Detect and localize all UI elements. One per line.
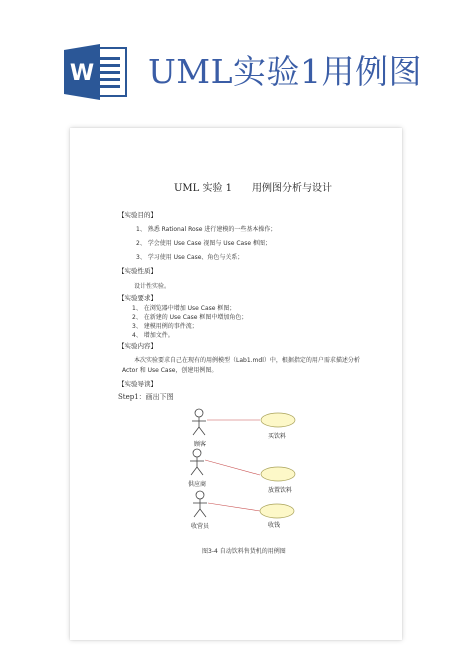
actor-label: 收营员 xyxy=(190,523,210,530)
list-item: 2、 在新建的 Use Case 框图中增加角色； xyxy=(132,314,248,321)
list-item: 1、 在浏览器中增加 Use Case 框图； xyxy=(132,305,236,312)
list-item: 2、 学会使用 Use Case 视图与 Use Case 框图； xyxy=(136,240,271,247)
step-label: Step1：画出下图 xyxy=(118,393,174,401)
use-case-diagram xyxy=(70,128,402,640)
section-title-guide: 【实验导读】 xyxy=(118,380,157,388)
use-case-collect-money xyxy=(260,504,294,518)
list-item: 3、 学习使用 Use Case、角色与关系； xyxy=(136,254,244,261)
use-case-label: 买饮料 xyxy=(267,433,287,440)
word-icon-letter: W xyxy=(69,61,95,86)
actor-cashier xyxy=(193,491,207,517)
word-doc-icon xyxy=(62,42,128,102)
use-case-buy-drink xyxy=(261,413,295,427)
content-line: 本次实验要求自己在现有的用例模型（Lab1.mdl）中，根据指定的用户需求描述分析 xyxy=(134,357,360,364)
list-item: 4、 增加文件。 xyxy=(132,332,174,339)
use-case-label: 放置饮料 xyxy=(267,487,293,494)
section-title-purpose: 【实验目的】 xyxy=(118,211,157,219)
document-title: UML实验1用例图 xyxy=(148,52,423,91)
content-line: Actor 和 Use Case，创建用例图。 xyxy=(122,367,218,374)
actor-customer xyxy=(192,409,206,435)
document-page xyxy=(70,128,402,640)
use-case-place-drink xyxy=(261,467,295,481)
actor-supplier xyxy=(190,449,204,475)
section-title-nature: 【实验性质】 xyxy=(118,267,157,275)
association-line xyxy=(205,460,260,475)
section-text-nature: 设计性实验。 xyxy=(134,283,171,290)
use-case-label: 收钱 xyxy=(267,522,281,529)
figure-caption: 图3-4 自动饮料售货机的用例图 xyxy=(202,548,286,555)
list-item: 1、 熟悉 Rational Rose 进行建模的一些基本操作； xyxy=(136,226,277,233)
association-line xyxy=(208,503,260,511)
actor-label: 顾客 xyxy=(193,441,207,448)
list-item: 3、 建模用例的事件流； xyxy=(132,323,198,330)
page-heading: UML 实验 1 用例图分析与设计 xyxy=(174,183,333,194)
section-title-requirements: 【实验要求】 xyxy=(118,294,157,302)
actor-label: 供应商 xyxy=(187,481,207,488)
section-title-content: 【实验内容】 xyxy=(118,342,157,350)
